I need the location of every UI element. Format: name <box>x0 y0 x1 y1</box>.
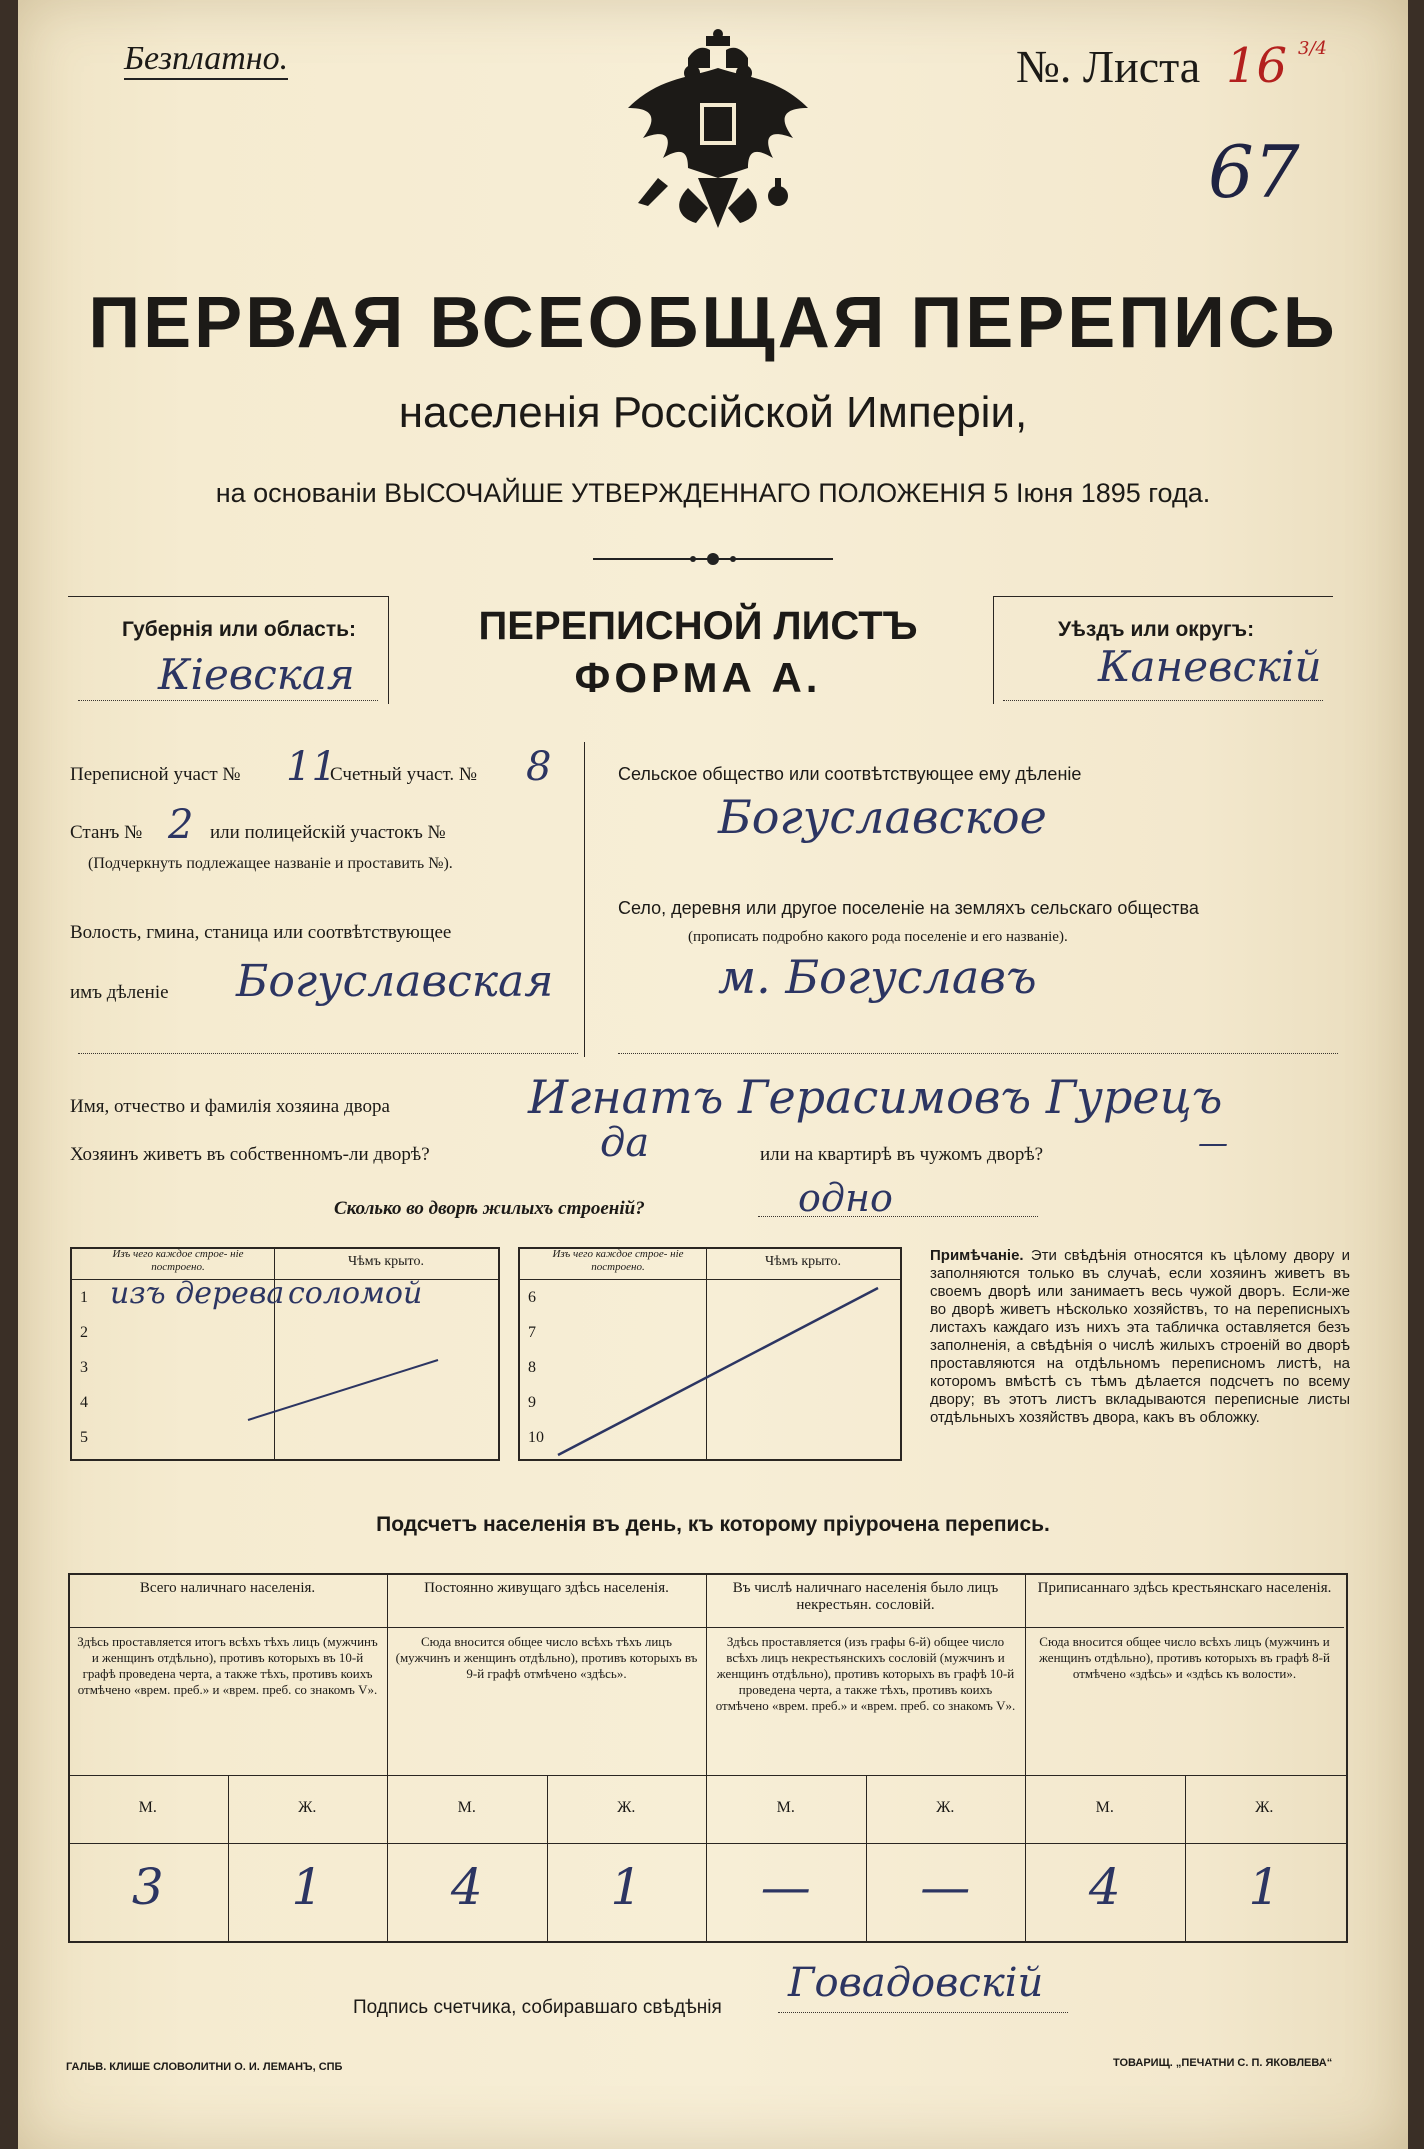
count-column-head: Приписаннаго здѣсь крестьянскаго населенія. <box>1037 1580 1332 1596</box>
signature-label: Подпись счетчика, собиравшаго свѣдѣнія <box>353 1997 722 2018</box>
building-roof: соломой <box>288 1276 423 1311</box>
buildings-value: одно <box>798 1176 893 1220</box>
main-title: ПЕРВАЯ ВСЕОБЩАЯ ПЕРЕПИСЬ <box>88 283 1338 363</box>
count-column-head: Постоянно живущаго здѣсь населенія. <box>424 1580 669 1596</box>
building-row-number: 4 <box>80 1394 88 1411</box>
count-column-desc: Сюда вносится общее число всѣхъ лицъ (мужчинъ и женщинъ отдѣльно), противъ которыхъ въ графѣ 8-й отмѣчено «здѣсь» и «здѣсь къ волости». <box>1039 1634 1330 1681</box>
col-roof-right: Чѣмъ крыто. <box>765 1254 841 1269</box>
building-row-number: 5 <box>80 1429 88 1446</box>
rent-label: или на квартирѣ въ чужомъ дворѣ? <box>760 1144 1044 1165</box>
female-count: 1 <box>1248 1858 1281 1916</box>
village-value: м. Богуславъ <box>718 950 1037 1004</box>
count-column-head: Въ числѣ наличнаго населенія было лицъ некрестьян. сословій. <box>732 1580 999 1613</box>
female-label: Ж. <box>298 1799 317 1816</box>
male-label: М. <box>138 1799 157 1816</box>
male-label: М. <box>1095 1799 1114 1816</box>
building-row-number: 1 <box>80 1289 88 1306</box>
basis-line: на основаніи ВЫСОЧАЙШЕ УТВЕРЖДЕННАГО ПОЛОЖЕНІЯ 5 Іюня 1895 года. <box>215 478 1211 508</box>
police-label: или полицейскій участокъ № <box>210 822 446 843</box>
uezd-label: Уѣздъ или округъ: <box>1058 618 1255 641</box>
note-lead: Примѣчаніе. <box>930 1247 1024 1264</box>
signature-value: Говадовскій <box>788 1960 1044 2006</box>
male-label: М. <box>776 1799 795 1816</box>
count-column-desc: Здѣсь проставляется (изъ графы 6-й) общее число всѣхъ лицъ некрестьянскихъ сословій (мужчинъ и женщинъ отдѣльно), противъ которыхъ въ графѣ 10-й проведена черта, а также тѣхъ, противъ коихъ отмѣчено «врем. преб.» и «врем. преб. со знакомъ V». <box>715 1634 1016 1713</box>
society-label: Сельское общество или соотвѣтствующее ему дѣленіе <box>618 764 1082 784</box>
building-row-number: 7 <box>528 1324 536 1341</box>
building-row-number: 6 <box>528 1289 536 1306</box>
form-label: ФОРМА А. <box>574 654 822 701</box>
building-row-number: 2 <box>80 1324 88 1341</box>
volost-label-2: имъ дѣленіе <box>70 982 169 1003</box>
village-note: (прописать подробно какого рода поселеніе и его названіе). <box>688 929 1068 945</box>
female-label: Ж. <box>617 1799 636 1816</box>
printer-left: ГАЛЬВ. КЛИШЕ СЛОВОЛИТНИ О. И. ЛЕМАНЪ, СПБ <box>66 2061 343 2073</box>
building-row-number: 3 <box>80 1359 88 1376</box>
stan-label: Станъ № <box>70 822 143 843</box>
owner-name-value: Игнатъ Герасимовъ Гурецъ <box>528 1070 1223 1124</box>
sheet-number-label: №. Листа <box>1016 41 1201 92</box>
volost-label-1: Волость, гмина, станица или соотвѣтствующее <box>70 922 452 943</box>
building-row-number: 10 <box>528 1429 544 1446</box>
male-count: 3 <box>131 1858 164 1916</box>
sheet-number-hand: 16 <box>1226 38 1288 94</box>
guberniya-value: Кіевская <box>158 650 355 699</box>
count-column-head: Всего наличнаго населенія. <box>139 1580 316 1596</box>
female-label: Ж. <box>1255 1799 1274 1816</box>
guberniya-label: Губернія или область: <box>122 618 357 641</box>
female-count: 1 <box>291 1858 324 1916</box>
col-roof-left: Чѣмъ крыто. <box>348 1254 424 1269</box>
female-label: Ж. <box>936 1799 955 1816</box>
own-yard-value: да <box>600 1120 650 1166</box>
count-column-desc: Сюда вносится общее число всѣхъ тѣхъ лицъ (мужчинъ и женщинъ отдѣльно), противъ которыхъ въ 9-й графѣ отмѣчено «здѣсь». <box>395 1634 698 1681</box>
volost-value: Богуславская <box>236 956 554 1007</box>
building-row-number: 9 <box>528 1394 536 1411</box>
male-count: — <box>760 1858 811 1916</box>
female-count: — <box>920 1858 971 1916</box>
building-material: изъ дерева <box>110 1276 285 1311</box>
village-label: Село, деревня или другое поселеніе на земляхъ сельскаго общества <box>618 898 1199 918</box>
form-title: ПЕРЕПИСНОЙ ЛИСТЪ <box>478 604 918 648</box>
male-count: 4 <box>450 1858 483 1916</box>
note-block <box>930 1247 1350 1427</box>
building-row-number: 8 <box>528 1359 536 1376</box>
rent-value: — <box>1198 1126 1228 1161</box>
note-text: Эти свѣдѣнія относятся къ цѣлому двору и заполняются только въ случаѣ, если хозяинъ живетъ въ своемъ дворѣ или занимаетъ весь чужой дворъ. Если-же во дворѣ живетъ нѣсколько хозяйствъ, то на переписныхъ листахъ каждаго изъ нихъ эта табличка оставляется безъ заполненія, а свѣдѣнія о числѣ жилыхъ строеній во дворѣ проставляются на отдѣльномъ переписномъ листѣ, на которомъ вмѣстѣ съ тѣмъ дѣлается подсчетъ по всему двору; въ этотъ листъ вкладываются переписные листы отдѣльныхъ хозяйствъ двора, какъ въ обложку. <box>930 1247 1351 1426</box>
buildings-label: Сколько во дворѣ жилыхъ строеній? <box>334 1198 645 1219</box>
underline-note: (Подчеркнуть подлежащее названіе и проставить №). <box>88 855 453 872</box>
owner-name-label: Имя, отчество и фамилія хозяина двора <box>70 1096 390 1117</box>
col-material-left: Изъ чего каждое строе- ніе построено. <box>112 1248 244 1273</box>
society-value: Богуславское <box>718 790 1047 844</box>
uchastok-value: 11 <box>286 744 337 790</box>
stan-value: 2 <box>168 802 194 848</box>
free-label: Безплатно. <box>124 40 288 80</box>
uchastok-label: Переписной участ № <box>70 764 241 785</box>
schetny-label: Счетный участ. № <box>330 764 477 785</box>
schetny-value: 8 <box>526 744 552 790</box>
page-number-hand: 67 <box>1208 130 1300 214</box>
uezd-value: Каневскій <box>1098 642 1322 691</box>
sheet-number-small: 3/4 <box>1298 38 1327 59</box>
female-count: 1 <box>610 1858 643 1916</box>
col-material-right: Изъ чего каждое строе- ніе построено. <box>552 1248 684 1273</box>
count-column-desc: Здѣсь проставляется итогъ всѣхъ тѣхъ лицъ (мужчинъ и женщинъ отдѣльно), противъ которыхъ въ 10-й графѣ проведена черта, а также тѣхъ, противъ коихъ отмѣчено «врем. преб.» и «врем. преб. со знакомъ V». <box>77 1634 378 1697</box>
own-yard-label: Хозяинъ живетъ въ собственномъ-ли дворѣ? <box>70 1144 430 1165</box>
count-title: Подсчетъ населенія въ день, къ которому пріурочена перепись. <box>376 1513 1050 1536</box>
census-form-sheet <box>18 0 1408 2149</box>
printer-right: ТОВАРИЩ. „ПЕЧАТНИ С. П. ЯКОВЛЕВА“ <box>1113 2057 1333 2069</box>
male-label: М. <box>457 1799 476 1816</box>
subtitle: населенія Россійской Имперіи, <box>398 388 1028 437</box>
male-count: 4 <box>1088 1858 1121 1916</box>
